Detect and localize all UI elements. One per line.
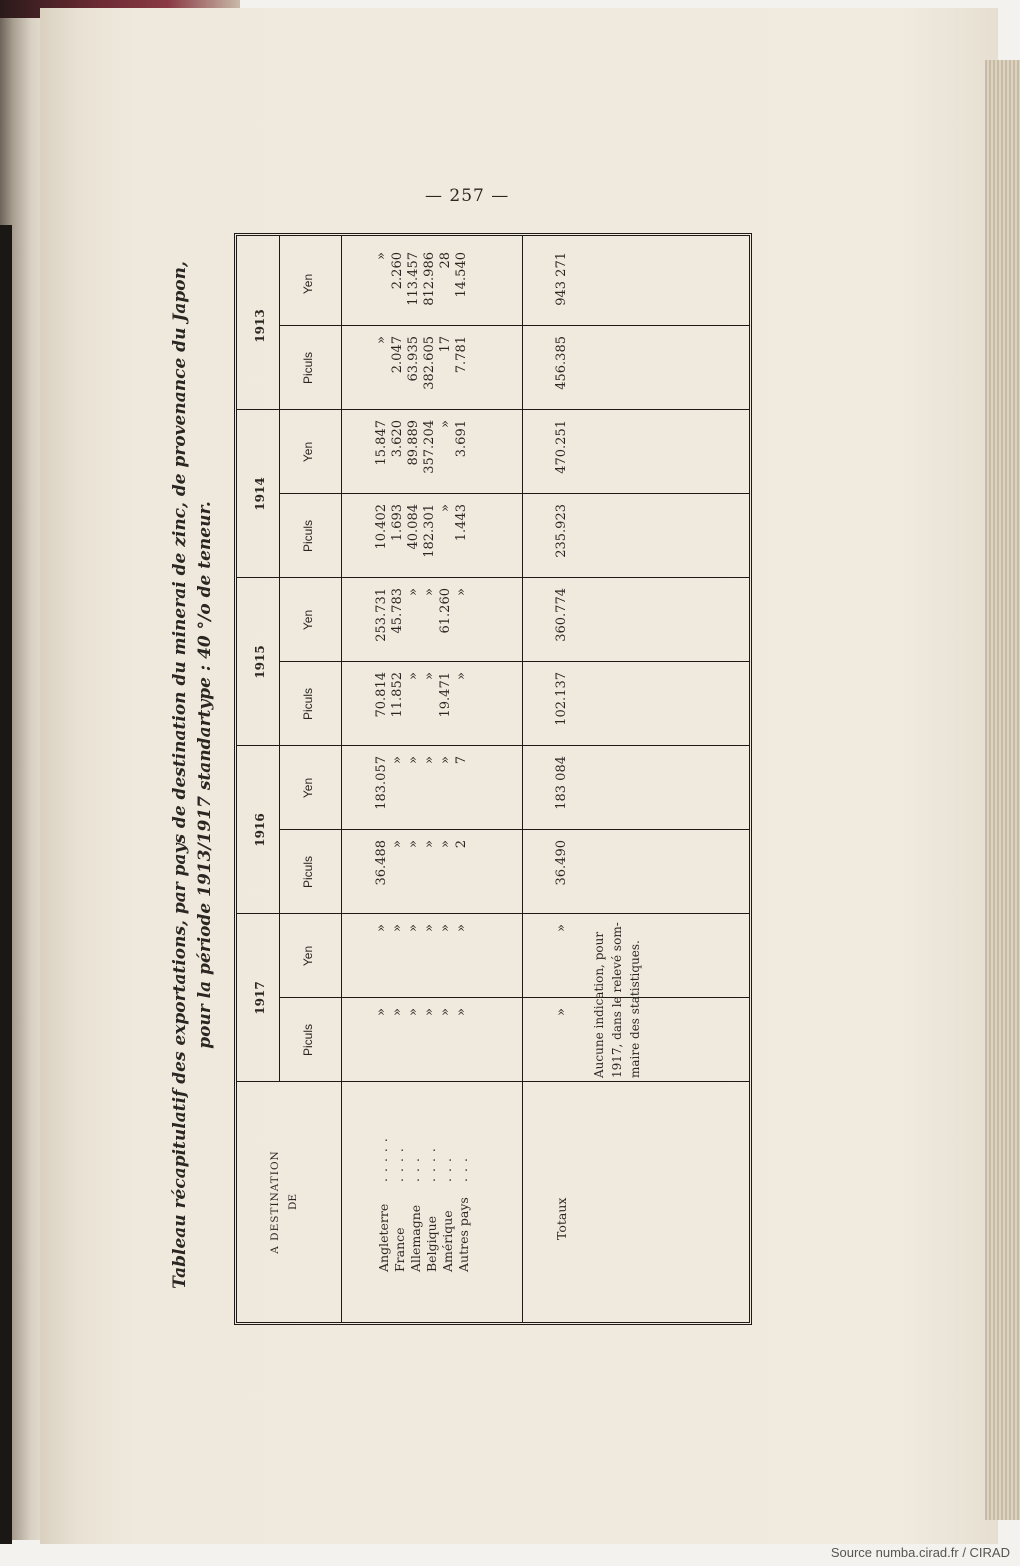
rotated-table-block (168, 225, 778, 1325)
table-cell: » (406, 840, 421, 848)
page-stack-edge (985, 60, 1020, 1520)
piculs-header: Piculs (301, 520, 315, 553)
piculs-header: Piculs (301, 688, 315, 721)
table-cell: » (454, 1008, 469, 1016)
table-cell: » (390, 1008, 405, 1016)
yen-header: Yen (301, 441, 315, 463)
table-cell: 1.693 (390, 504, 405, 542)
table-cell: » (438, 1008, 453, 1016)
table-cell: 1.443 (454, 504, 469, 542)
table-cell: 36.488 (374, 840, 389, 886)
table-cell: 10.402 (374, 504, 389, 550)
totals-cell: 360.774 (554, 588, 569, 642)
table-cell: 3.691 (454, 420, 469, 458)
table-cell: » (422, 840, 437, 848)
table-cell: 253.731 (374, 588, 389, 642)
table-cell: 40.084 (406, 504, 421, 550)
yen-header: Yen (301, 273, 315, 295)
yen-header: Yen (301, 945, 315, 967)
dest-header-1: A DESTINATION (269, 1150, 281, 1254)
table-cell: » (374, 924, 389, 932)
table-cell: » (454, 672, 469, 680)
piculs-yen-divider (279, 661, 749, 662)
table-cell: » (406, 924, 421, 932)
totals-rule (522, 236, 523, 1322)
table-cell: » (422, 924, 437, 932)
dest-header-2: DE (287, 1193, 299, 1211)
totals-cell: 102.137 (554, 672, 569, 726)
table-cell: 2 (454, 840, 469, 849)
year-header: 1914 (253, 477, 267, 511)
year-header: 1917 (253, 981, 267, 1015)
yen-header: Yen (301, 609, 315, 631)
totals-label: Totaux (554, 1197, 569, 1240)
table-cell: 812.986 (422, 252, 437, 306)
yen-header: Yen (301, 777, 315, 799)
table-cell: » (422, 756, 437, 764)
table-cell: 7.781 (454, 336, 469, 374)
table-cell: » (406, 1008, 421, 1016)
table-cell: » (406, 672, 421, 680)
no-data-note: Aucune indication, pour (592, 931, 606, 1078)
table-cell: » (390, 924, 405, 932)
table-cell: 14.540 (454, 252, 469, 298)
table-cell: » (438, 504, 453, 512)
piculs-header: Piculs (301, 856, 315, 889)
table-cell: 28 (438, 252, 453, 269)
title-line-1: Tableau récapitulatif des exportations, par pays de destination du minerai de zinc, de provenance du Japon, (170, 261, 190, 1289)
table-cell: » (454, 924, 469, 932)
table-cell: 89.889 (406, 420, 421, 466)
subheader-rule (341, 236, 342, 1322)
year-header: 1916 (253, 813, 267, 847)
table-cell: » (374, 336, 389, 344)
show-through-text (834, 286, 984, 976)
table-cell: 45.783 (390, 588, 405, 634)
table-cell: » (422, 1008, 437, 1016)
table-cell: » (438, 924, 453, 932)
table-cell: » (406, 756, 421, 764)
table-cell: » (374, 1008, 389, 1016)
totals-cell: 183 084 (554, 756, 569, 810)
totals-cell: 36.490 (554, 840, 569, 886)
table-cell: 11.852 (390, 672, 405, 718)
no-data-note: maire des statistiques. (628, 940, 642, 1078)
table-cell: » (454, 588, 469, 596)
table-cell: 70.814 (374, 672, 389, 718)
destination-label: Angleterre (376, 1203, 391, 1272)
table-cell: 7 (454, 756, 469, 765)
table-cell: 183.057 (374, 756, 389, 810)
table-title (168, 225, 218, 1325)
year-header: 1913 (253, 309, 267, 343)
export-table (234, 233, 752, 1325)
table-cell: 61.260 (438, 588, 453, 634)
table-cell: 63.935 (406, 336, 421, 382)
piculs-header: Piculs (301, 352, 315, 385)
piculs-yen-divider (279, 493, 749, 494)
table-cell: » (438, 420, 453, 428)
table-cell: » (422, 588, 437, 596)
piculs-header: Piculs (301, 1024, 315, 1057)
source-credit: Source numba.cirad.fr / CIRAD (830, 1545, 1010, 1560)
totals-cell: » (554, 1008, 569, 1016)
destination-label: France (392, 1227, 407, 1272)
table-cell: » (406, 588, 421, 596)
dot-leaders: ..... .... ... .... ... ... (375, 1132, 470, 1182)
piculs-yen-divider (279, 829, 749, 830)
scan-border (0, 225, 12, 1565)
totals-cell: 456.385 (554, 336, 569, 390)
table-cell: 2.047 (390, 336, 405, 374)
totals-cell: » (554, 924, 569, 932)
page-number: — 257 — (425, 186, 510, 206)
piculs-yen-divider (279, 325, 749, 326)
table-cell: » (422, 672, 437, 680)
table-cell: 15.847 (374, 420, 389, 466)
piculs-yen-divider (279, 997, 749, 998)
table-cell: » (390, 756, 405, 764)
table-cell: 17 (438, 336, 453, 353)
totals-cell: 470.251 (554, 420, 569, 474)
destination-label: Autres pays (456, 1197, 471, 1272)
destination-label: Allemagne (408, 1204, 423, 1272)
year-header: 1915 (253, 645, 267, 679)
totals-cell: 235.923 (554, 504, 569, 558)
table-cell: 182.301 (422, 504, 437, 558)
table-cell: 3.620 (390, 420, 405, 458)
table-cell: 19.471 (438, 672, 453, 718)
table-cell: » (390, 840, 405, 848)
header-rule (279, 236, 280, 1082)
title-line-2: pour la période 1913/1917 standartype : 40 °/o de teneur. (195, 501, 215, 1049)
destination-label: Amérique (440, 1210, 455, 1272)
table-cell: » (374, 252, 389, 260)
table-cell: » (438, 756, 453, 764)
table-cell: 2.260 (390, 252, 405, 290)
table-cell: 382.605 (422, 336, 437, 390)
table-cell: » (438, 840, 453, 848)
no-data-note: 1917, dans le relevé som- (610, 922, 624, 1078)
destination-label: Belgique (424, 1215, 439, 1272)
totals-cell: 943 271 (554, 252, 569, 306)
table-cell: 113.457 (406, 252, 421, 306)
table-cell: 357.204 (422, 420, 437, 474)
